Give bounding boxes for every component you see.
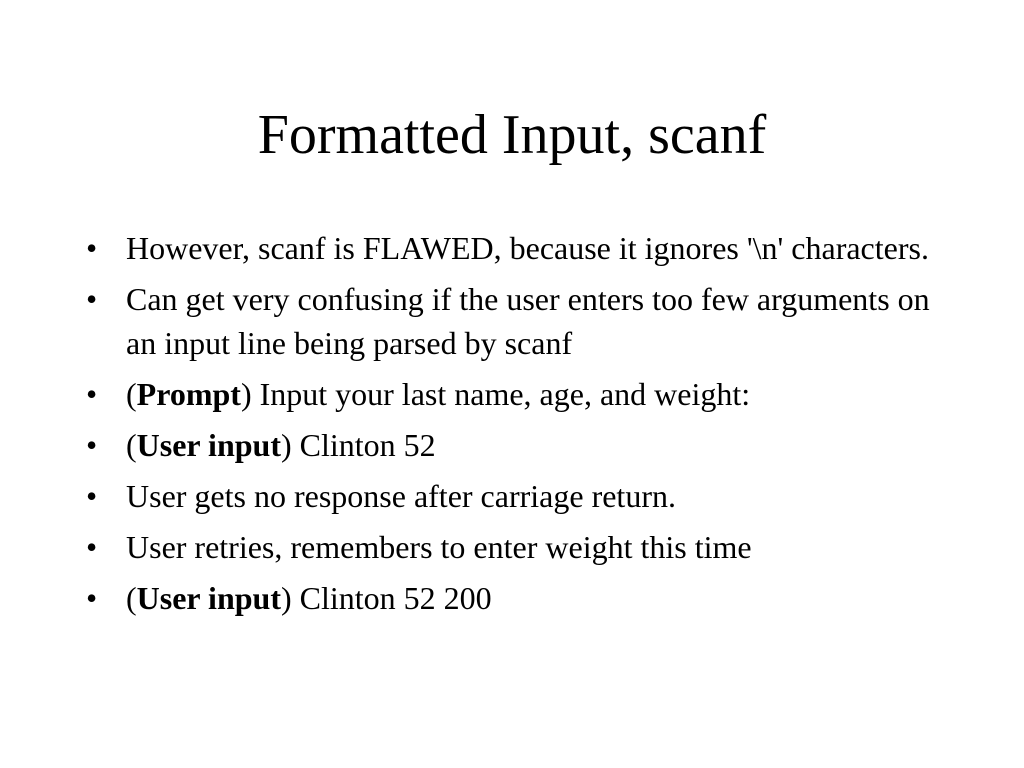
bullet-text: User retries, remembers to enter weight this time bbox=[126, 529, 752, 565]
bullet-item bbox=[86, 525, 936, 569]
bullet-close-paren: ) bbox=[280, 427, 292, 463]
bullet-item bbox=[86, 226, 936, 270]
bullet-dot-icon: • bbox=[86, 529, 98, 565]
bullet-text: Can get very confusing if the user enters too few arguments on an input line being parsed by scanf bbox=[126, 281, 930, 361]
bullet-dot-icon: • bbox=[86, 580, 98, 616]
bullet-item bbox=[86, 277, 936, 365]
bullet-text: Clinton 52 bbox=[291, 427, 436, 463]
bullet-text: User gets no response after carriage return. bbox=[126, 478, 676, 514]
bullet-list bbox=[86, 226, 936, 627]
bullet-bold-label: User input bbox=[136, 427, 281, 463]
bullet-close-paren: ) bbox=[280, 580, 292, 616]
bullet-open-paren: ( bbox=[126, 427, 137, 463]
bullet-dot-icon: • bbox=[86, 281, 98, 317]
bullet-item bbox=[86, 372, 936, 416]
bullet-dot-icon: • bbox=[86, 427, 98, 463]
bullet-item bbox=[86, 576, 936, 620]
bullet-text: However, scanf is FLAWED, because it ignores '\n' characters. bbox=[126, 230, 929, 266]
bullet-text: Clinton 52 200 bbox=[291, 580, 492, 616]
bullet-dot-icon: • bbox=[86, 376, 98, 412]
bullet-item bbox=[86, 474, 936, 518]
bullet-bold-label: User input bbox=[136, 580, 281, 616]
slide-title: Formatted Input, scanf bbox=[257, 104, 767, 166]
bullet-open-paren: ( bbox=[126, 376, 137, 412]
bullet-text: Input your last name, age, and weight: bbox=[251, 376, 751, 412]
bullet-item bbox=[86, 423, 936, 467]
bullet-open-paren: ( bbox=[126, 580, 137, 616]
bullet-close-paren: ) bbox=[240, 376, 252, 412]
bullet-dot-icon: • bbox=[86, 478, 98, 514]
bullet-dot-icon: • bbox=[86, 230, 98, 266]
bullet-bold-label: Prompt bbox=[136, 376, 241, 412]
